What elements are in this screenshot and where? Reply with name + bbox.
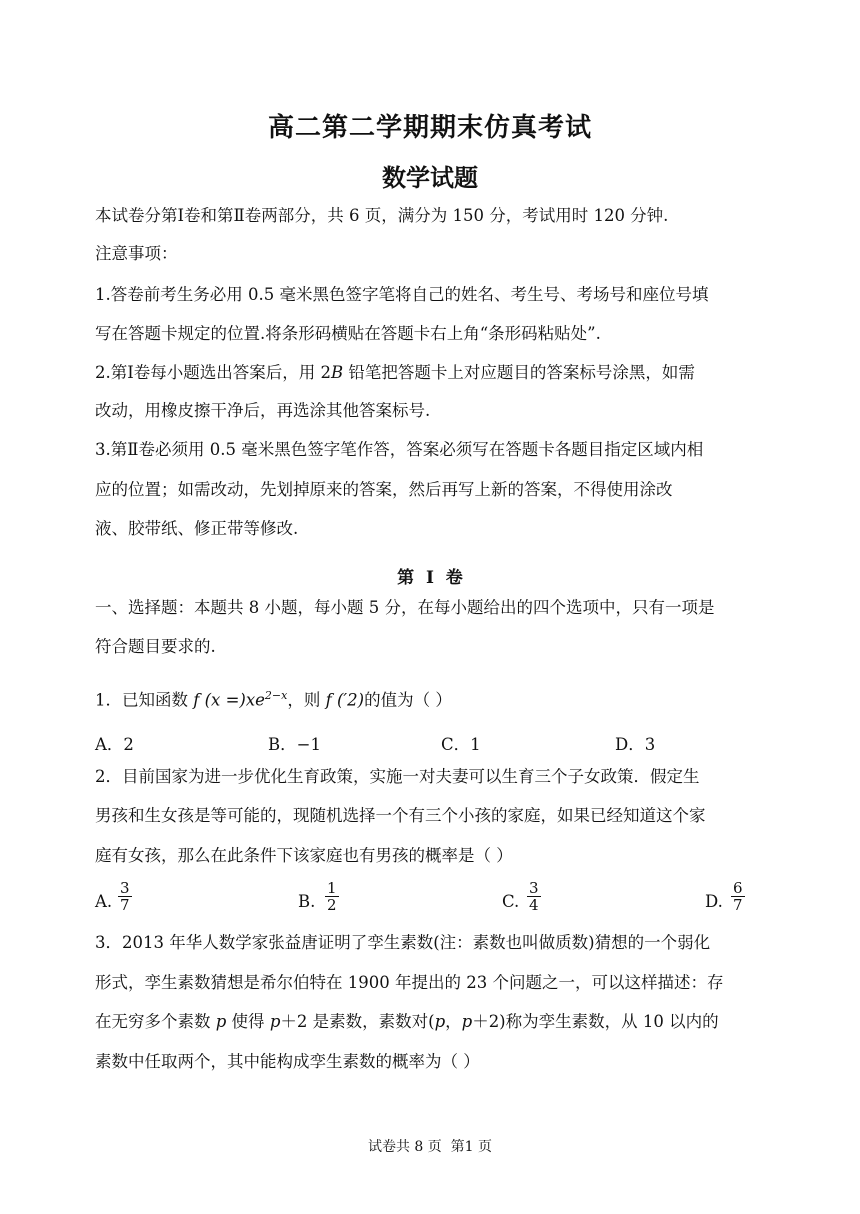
question-2-line: 男孩和生女孩是等可能的，现随机选择一个有三个小孩的家庭，如果已经知道这个家 (95, 806, 706, 825)
question-1 (95, 690, 452, 709)
notice-line: 液、胶带纸、修正带等修改. (95, 519, 299, 538)
question-text: ， (445, 1012, 462, 1031)
question-text: 1．已知函数 (95, 690, 194, 710)
section-heading: 一、选择题：本题共 8 小题，每小题 5 分，在每小题给出的四个选项中，只有一项是 (95, 598, 715, 617)
option-c-label: C. (502, 892, 520, 911)
page-footer: 试卷共 8 页 第1 页 (367, 1139, 493, 1155)
fraction (731, 881, 745, 913)
option-d: D．3 (615, 735, 656, 754)
question-3-line: 素数中任取两个，其中能构成孪生素数的概率为（ ） (95, 1052, 480, 1071)
option-a: A．2 (95, 735, 134, 754)
denominator: 4 (529, 896, 539, 914)
denominator: 7 (733, 896, 743, 914)
numerator: 3 (120, 879, 130, 897)
section-heading: 符合题目要求的. (95, 637, 216, 656)
option-b-label: B. (298, 892, 316, 911)
question-2-line: 庭有女孩，那么在此条件下该家庭也有男孩的概率是（ ） (95, 846, 513, 865)
notice-line: 应的位置；如需改动，先划掉原来的答案，然后再写上新的答案，不得使用涂改 (95, 480, 673, 499)
question-text: 使得 (226, 1012, 270, 1031)
denominator: 7 (120, 896, 130, 914)
numerator: 3 (529, 879, 539, 897)
numerator: 6 (733, 879, 743, 897)
variable-p: p (461, 1012, 473, 1031)
option-c: C．1 (441, 735, 481, 754)
question-text: ＋2)称为孪生素数，从 10 以内的 (472, 1012, 719, 1031)
variable-p: p (215, 1012, 227, 1031)
question-text: ＋2 是素数，素数对( (280, 1012, 435, 1031)
option-a-label: A. (95, 892, 113, 911)
variable-p: p (269, 1012, 281, 1031)
question-text: 在无穷多个素数 (95, 1012, 216, 1031)
option-d-label: D. (705, 892, 723, 911)
exam-title: 高二第二学期期末仿真考试 (267, 113, 592, 143)
fraction (527, 881, 541, 913)
notice-text: 2.第Ⅰ卷每小题选出答案后，用 2 (95, 363, 332, 382)
notice-text-italic: B (331, 363, 344, 382)
question-text: 的值为（ ） (364, 690, 452, 710)
notice-line (95, 365, 695, 382)
question-3-line: 3．2013 年华人数学家张益唐证明了孪生素数(注：素数也叫做质数)猜想的一个弱化 (95, 933, 711, 952)
notice-line: 1.答卷前考生务必用 0.5 毫米黑色签字笔将自己的姓名、考生号、考场号和座位号填 (95, 285, 709, 304)
denominator: 2 (327, 896, 337, 914)
question-3-line (95, 1014, 719, 1031)
notice-line: 3.第Ⅱ卷必须用 0.5 毫米黑色签字笔作答，答案必须写在答题卡各题目指定区域内相 (95, 440, 704, 459)
notice-heading: 注意事项： (95, 244, 178, 263)
notice-text: 铅笔把答题卡上对应题目的答案标号涂黑，如需 (343, 363, 695, 382)
question-2-line: 2．目前国家为进一步优化生育政策，实施一对夫妻可以生育三个子女政策．假定生 (95, 767, 700, 786)
question-3-line: 形式，孪生素数猜想是希尔伯特在 1900 年提出的 23 个问题之一，可以这样描述：存 (95, 973, 724, 992)
formula: f (x =)xe (193, 690, 265, 710)
variable-p: p (434, 1012, 446, 1031)
fraction (118, 881, 132, 913)
notice-line: 写在答题卡规定的位置.将条形码横贴在答题卡右上角“条形码粘贴处”. (95, 324, 601, 343)
formula-exponent: 2−x (264, 689, 288, 702)
notice-line: 改动，用橡皮擦干净后，再选涂其他答案标号. (95, 401, 431, 420)
question-text: ，则 (287, 690, 326, 710)
numerator: 1 (327, 879, 337, 897)
fraction (325, 881, 339, 913)
volume-label: 第 Ⅰ 卷 (397, 568, 463, 588)
exam-subtitle: 数学试题 (382, 163, 478, 192)
option-b: B．−1 (268, 735, 321, 754)
formula: f (′2) (325, 690, 365, 710)
intro-text: 本试卷分第Ⅰ卷和第Ⅱ卷两部分，共 6 页，满分为 150 分，考试用时 120 分钟. (95, 206, 669, 225)
